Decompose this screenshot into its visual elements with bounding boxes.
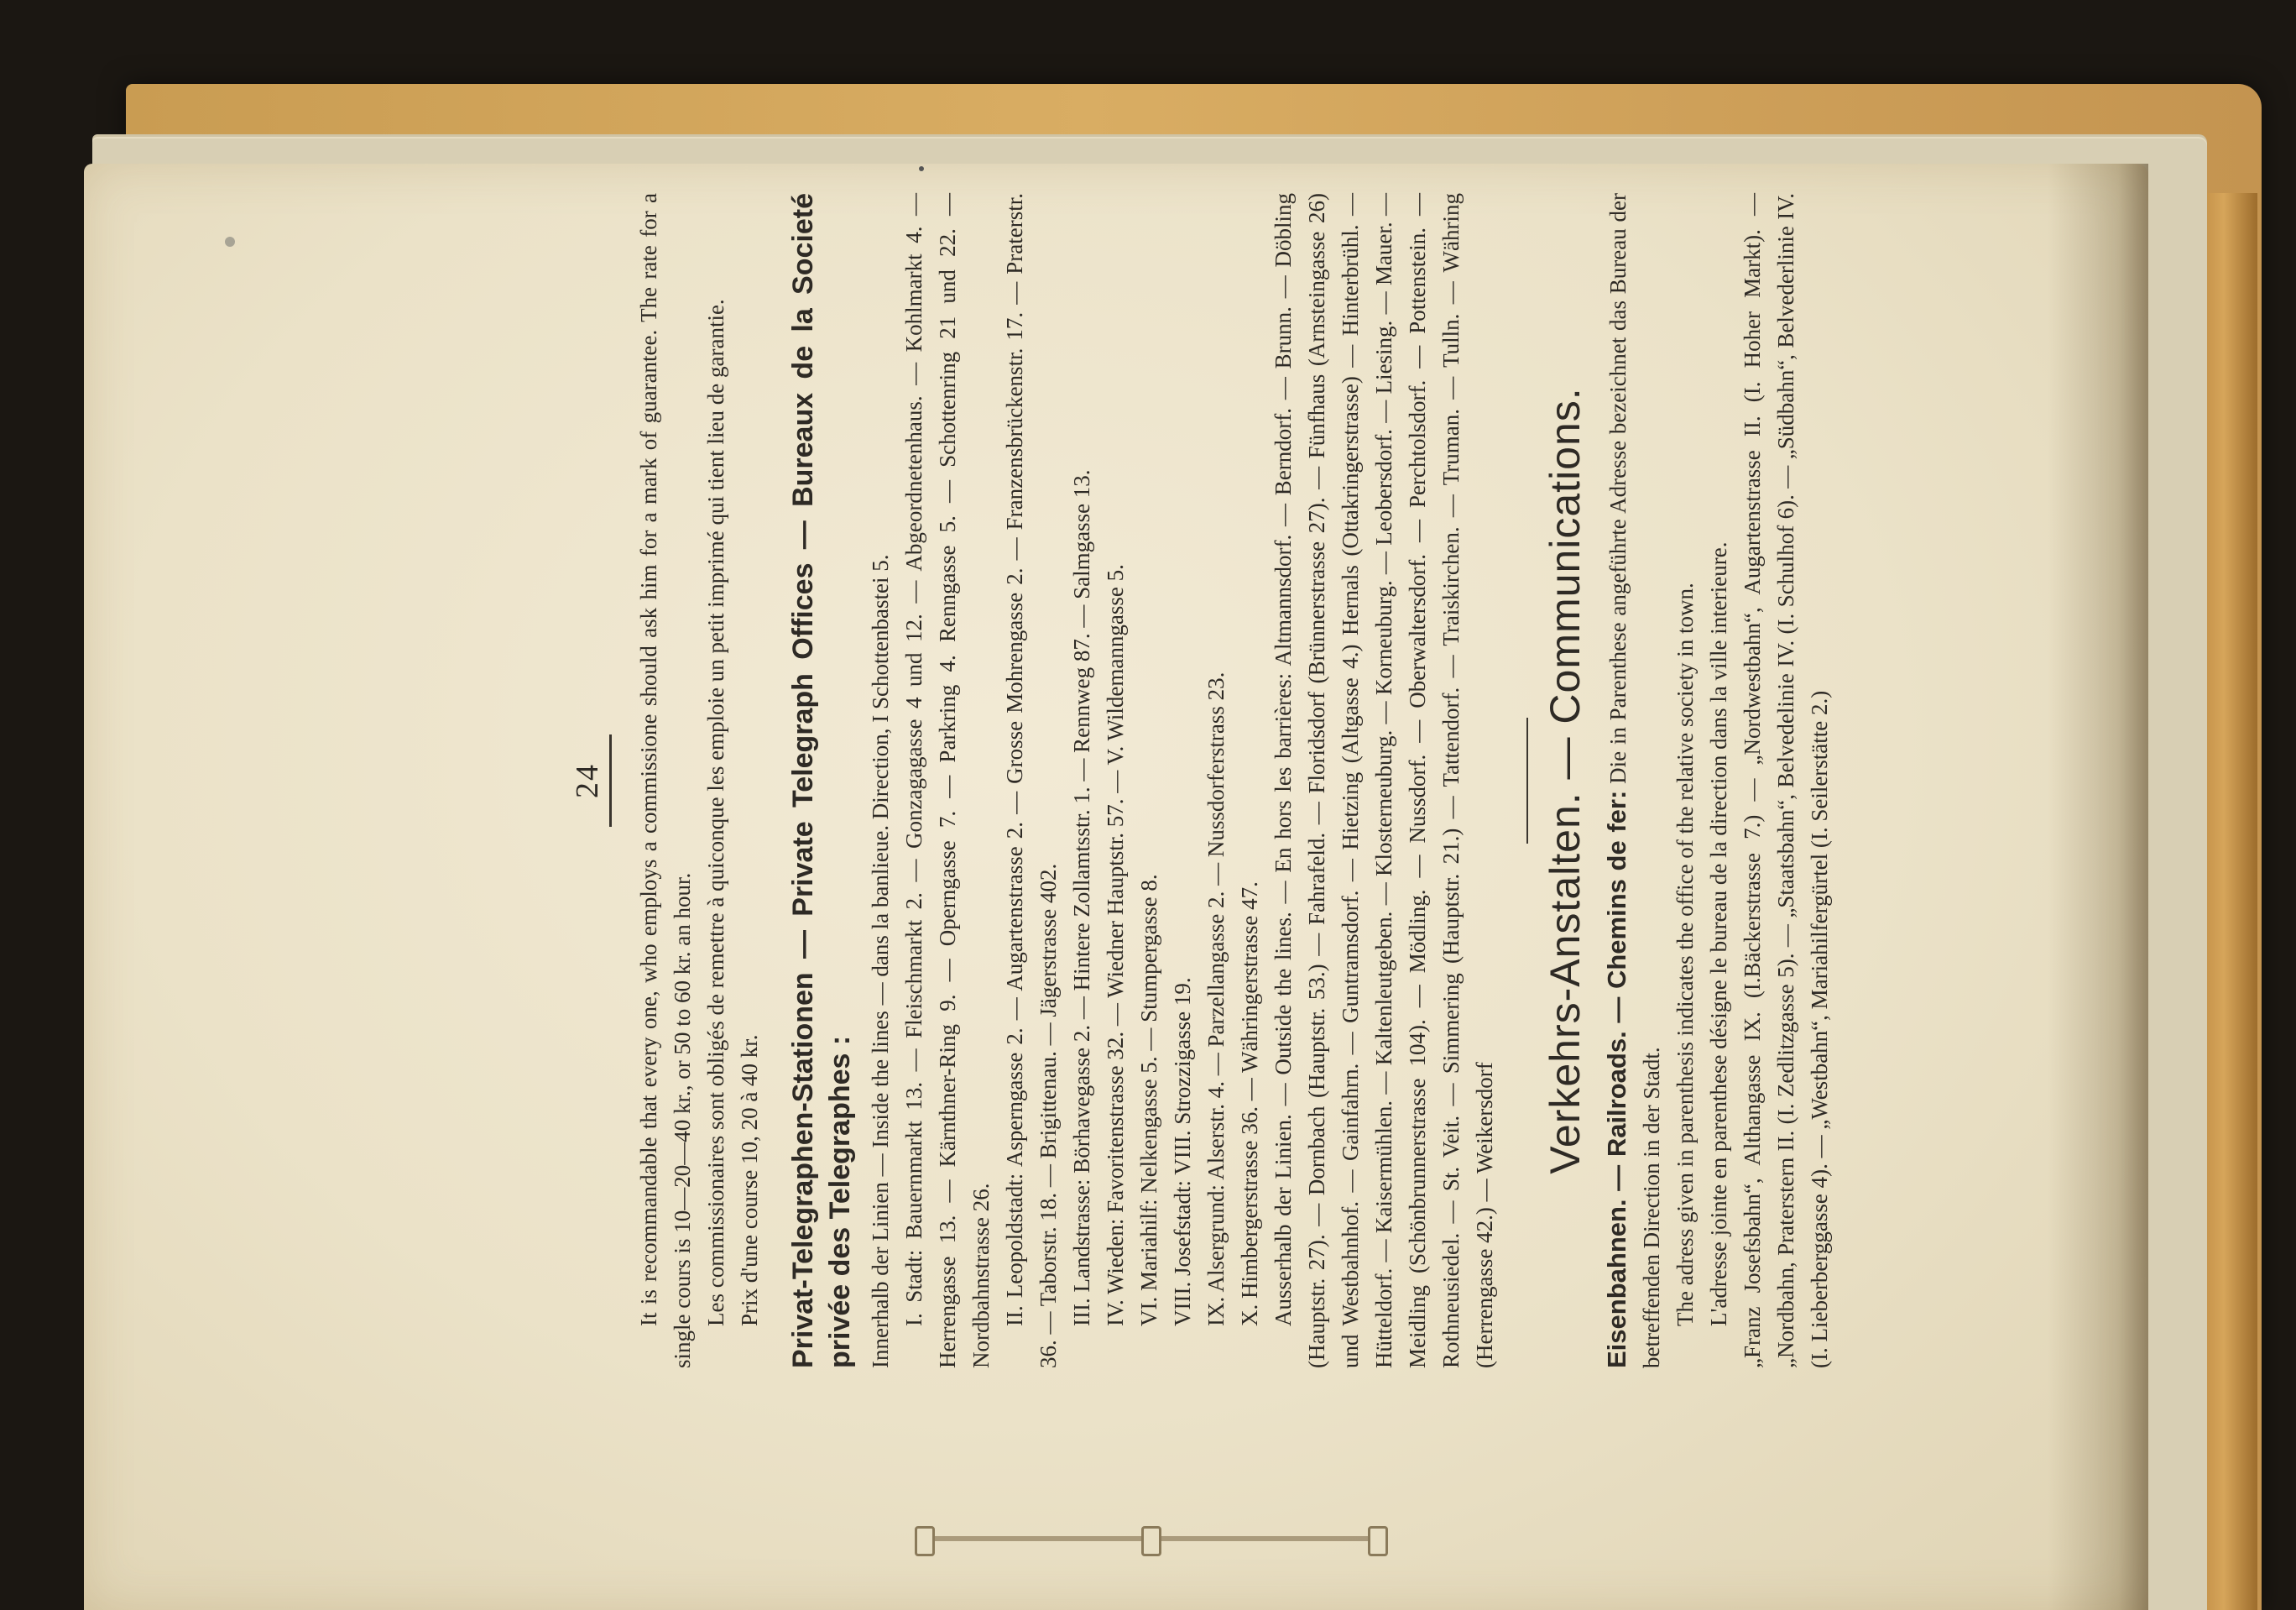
railroads-paragraph	[1600, 193, 1668, 1368]
telegraph-item: III. Landstrasse: Börhavegasse 2. — Hintere Zollamtsstr. 1. — Rennweg 87. — Salmgasse 13.	[1069, 469, 1094, 1326]
railroads-english-note: The adress given in parenthesis indicates the office of the relative society in town.	[1672, 583, 1698, 1326]
telegraph-item: X. Himbergerstrasse 36. — Währingerstrasse 47.	[1237, 881, 1262, 1326]
intro-price: Prix d'une course 10, 20 à 40 kr.	[737, 1034, 762, 1326]
telegraph-heading: Privat-Telegraphen-Stationen — Private Telegraph Offices — Bureaux de la Societé privée des Telegraphes :	[787, 193, 856, 1368]
spine-shadow	[2048, 164, 2148, 1610]
page-number-rule	[609, 734, 612, 827]
binding-thread	[915, 1513, 1385, 1571]
telegraph-item: VI. Mariahilf: Nelkengasse 5. — Stumpergasse 8.	[1136, 874, 1161, 1326]
page-number: 24	[570, 763, 605, 798]
telegraph-item: VIII. Josefstadt: VIII. Strozzigasse 19.	[1170, 977, 1195, 1326]
communications-title: Verkehrs-Anstalten. — Communications.	[1542, 387, 1589, 1174]
railroads-german-note: Die in Parenthese angeführte Adresse bezeichnet das Bureau der betreffenden Direction in der Stadt.	[1605, 192, 1664, 1368]
thread-knot	[915, 1526, 935, 1556]
thread-knot	[1141, 1526, 1161, 1556]
intro-english: It is recommandable that every one, who employs a commissione should ask him for a mark of guarantee. The rate for a single cours is 10—20—40 kr., or 50 to 60 kr. an hour.	[636, 193, 695, 1368]
telegraph-item: I. Stadt: Bauernmarkt 13. — Fleischmarkt 2. — Gonzagagasse 4 und 12. — Abgeordnetenhaus. — Kohlmarkt 4. — Herrengasse 13. — Kärnthner-Ring 9. — Operngasse 7. — Parkring 4. Renngasse 5. — Schottenring 21 und 22. — Nordbahnstrasse 26.	[901, 193, 994, 1368]
telegraph-item: IX. Alsergrund: Alserstr. 4. — Parzellangasse 2. — Nussdorferstrass 23.	[1203, 672, 1229, 1326]
railroads-french-note: L'adresse jointe en parenthese désigne le bureau de la direction dans la ville interieure.	[1706, 541, 1731, 1326]
telegraph-item: IV. Wieden: Favoritenstrasse 32. — Wiedner Hauptstr. 57. — V. Wildemanngasse 5.	[1103, 564, 1128, 1326]
telegraph-outside: Ausserhalb der Linien. — Outside the lines. — En hors les barrières: Altmannsdorf. — Berndorf. — Brunn. — Döbling (Hauptstr. 27). — Dornbach (Hauptstr. 53.) — Fahrafeld. — Floridsdorf (Brünnerstrasse 27). — Fünfhaus (Arnsteingasse 26) und Westbahnhof. — Gainfahrn. — Guntramsdorf. — Hietzing (Altgasse 4.) Hernals (Ottakringerstrasse) — Hinterbrühl. — Hütteldorf. — Kaisermühlen. — Kaltenleutgeben. — Klosterneuburg. — Korneuburg. — Leobersdorf. — Liesing. — Mauer. — Meidling (Schönbrunnerstrasse 104). — Mödling. — Nussdorf. — Oberwaltersdorf. — Perchtolsdorf. — Pottenstein. — Rothneusiedel. — St. Veit. — Simmering (Hauptstr. 21.) — Tattendorf. — Traiskirchen. — Truman. — Tulln. — Währing (Herrengasse 42.) — Weikersdorf	[1271, 193, 1497, 1368]
section-divider	[1526, 718, 1528, 844]
telegraph-inside: Innerhalb der Linien — Inside the lines — dans la banlieue. Direction, I Schottenbastei 5.	[868, 554, 893, 1368]
telegraph-item: II. Leopoldstadt: Asperngasse 2. — Augartenstrasse 2. — Grosse Mohrengasse 2. — Franzensbrückenstr. 17. — Praterstr. 36. — Taborstr. 18. — Brigittenau. — Jägerstrasse 402.	[1002, 193, 1061, 1368]
intro-french: Les commissionaires sont obligés de remettre à quiconque les emploie un petit imprimé qui tient lieu de garantie.	[703, 299, 728, 1326]
railway-stations: „Franz Josefsbahn“, Althangasse IX. (I.Bäckerstrasse 7.) — „Nordwestbahn“, Augartenstrasse II. (I. Hoher Markt). — „Nordbahn, Praterstern II. (I. Zedlitzgasse 5). — „Staatsbahn“, Belvedelinie IV. (I. Schulhof 6). — „Südbahn“, Belvederlinie IV. (I. Lieberberggasse 4). — „Westbahn“, Mariahilfergürtel (I. Seilerstätte 2.)	[1740, 193, 1832, 1368]
thread-knot	[1368, 1526, 1388, 1556]
page-dot	[919, 166, 924, 171]
railroads-heading: Eisenbahnen. — Railroads. — Chemins de fer:	[1602, 790, 1631, 1368]
rotated-text-block	[571, 193, 1947, 1368]
page-speck	[225, 237, 235, 247]
